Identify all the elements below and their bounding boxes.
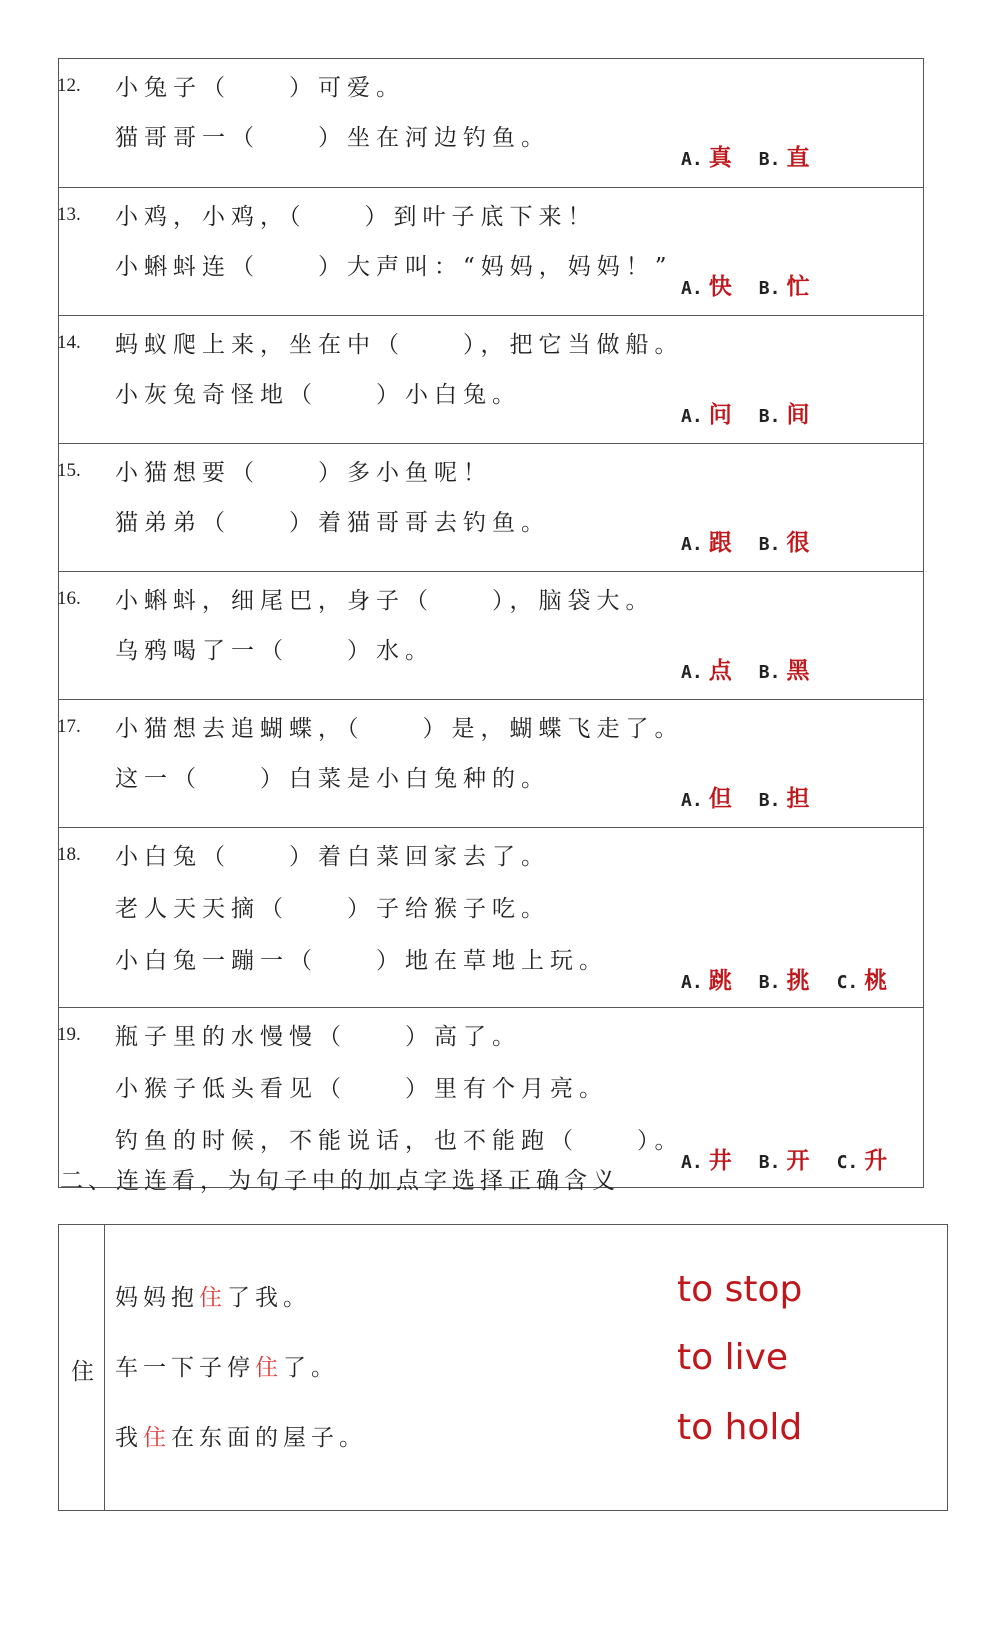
option: B. 直 bbox=[758, 144, 810, 171]
option: B. 忙 bbox=[758, 273, 810, 300]
sentence-line: 小鸡，小鸡，（ ）到叶子底下来！ bbox=[115, 204, 597, 230]
option: B. 担 bbox=[758, 785, 810, 812]
option: B. 间 bbox=[758, 401, 810, 428]
option: B. 开 bbox=[758, 1147, 810, 1174]
sentence-line: 小白兔一蹦一（ ）地在草地上玩。 bbox=[115, 948, 608, 974]
option: B. 挑 bbox=[758, 967, 810, 994]
option: A. 问 bbox=[681, 401, 732, 428]
highlighted-char: 住 bbox=[143, 1425, 171, 1451]
answer-options bbox=[681, 524, 831, 557]
highlighted-char: 住 bbox=[255, 1355, 283, 1381]
sentence-line: 这一（ ）白菜是小白兔种的。 bbox=[115, 766, 550, 792]
answer-options bbox=[681, 652, 831, 685]
sentence-line: 小蝌蚪连（ ）大声叫：“妈妈，妈妈！” bbox=[115, 254, 673, 280]
question-row bbox=[59, 571, 923, 699]
meaning-option[interactable]: to hold bbox=[677, 1407, 803, 1448]
sentence-line: 小猴子低头看见（ ）里有个月亮。 bbox=[115, 1076, 608, 1102]
answer-options bbox=[681, 780, 831, 813]
answer-options bbox=[681, 962, 909, 995]
option: A. 点 bbox=[681, 657, 732, 684]
answer-options bbox=[681, 268, 831, 301]
option: A. 快 bbox=[681, 273, 732, 300]
option: C. 桃 bbox=[836, 967, 888, 994]
sentence-line: 瓶子里的水慢慢（ ）高了。 bbox=[115, 1024, 521, 1050]
match-sentence[interactable]: 车一下子停住了。 bbox=[115, 1355, 339, 1381]
question-row bbox=[59, 699, 923, 827]
question-number: 18. bbox=[57, 844, 81, 865]
question-number: 19. bbox=[57, 1024, 81, 1045]
question-row bbox=[59, 443, 923, 571]
question-number: 14. bbox=[57, 332, 81, 353]
matching-table bbox=[58, 1224, 948, 1511]
option: C. 升 bbox=[836, 1147, 888, 1174]
question-number: 15. bbox=[57, 460, 81, 481]
option: A. 跳 bbox=[681, 967, 732, 994]
sentence-line: 蚂蚁爬上来，坐在中（ ），把它当做船。 bbox=[115, 332, 684, 358]
sentence-line: 小白兔（ ）着白菜回家去了。 bbox=[115, 844, 550, 870]
option: A. 井 bbox=[681, 1147, 732, 1174]
sentence-line: 小蝌蚪，细尾巴，身子（ ），脑袋大。 bbox=[115, 588, 655, 614]
highlighted-char: 住 bbox=[199, 1285, 227, 1311]
option: A. 跟 bbox=[681, 529, 732, 556]
option: A. 真 bbox=[681, 144, 732, 171]
option: B. 很 bbox=[758, 529, 810, 556]
sentence-line: 钓鱼的时候，不能说话，也不能跑（ ）。 bbox=[115, 1128, 684, 1154]
match-sentence[interactable]: 我住在东面的屋子。 bbox=[115, 1425, 367, 1451]
meaning-option[interactable]: to stop bbox=[677, 1269, 803, 1310]
question-row bbox=[59, 187, 923, 315]
answer-options bbox=[681, 1142, 909, 1175]
option: B. 黑 bbox=[758, 657, 810, 684]
key-char-cell bbox=[59, 1225, 105, 1510]
question-row bbox=[59, 1007, 923, 1187]
sentence-line: 小猫想要（ ）多小鱼呢！ bbox=[115, 460, 492, 486]
option: A. 但 bbox=[681, 785, 732, 812]
sentence-line: 猫弟弟（ ）着猫哥哥去钓鱼。 bbox=[115, 510, 550, 536]
key-char: 住 bbox=[71, 1359, 94, 1385]
sentence-line: 老人天天摘（ ）子给猴子吃。 bbox=[115, 896, 550, 922]
question-row bbox=[59, 827, 923, 1007]
sentence-line: 小兔子（ ）可爱。 bbox=[115, 75, 405, 101]
question-number: 13. bbox=[57, 204, 81, 225]
section-title: 二、连连看，为句子中的加点字选择正确含义 bbox=[60, 1168, 620, 1194]
answer-options bbox=[681, 139, 831, 172]
question-table bbox=[58, 58, 924, 1188]
sentence-line: 小灰兔奇怪地（ ）小白兔。 bbox=[115, 382, 521, 408]
sentence-line: 小猫想去追蝴蝶，（ ）是，蝴蝶飞走了。 bbox=[115, 716, 684, 742]
sentence-line: 猫哥哥一（ ）坐在河边钓鱼。 bbox=[115, 125, 550, 151]
question-row bbox=[59, 59, 923, 187]
question-number: 16. bbox=[57, 588, 81, 609]
sentence-line: 乌鸦喝了一（ ）水。 bbox=[115, 638, 434, 664]
meaning-option[interactable]: to live bbox=[677, 1337, 789, 1378]
question-row bbox=[59, 315, 923, 443]
answer-options bbox=[681, 396, 831, 429]
match-sentence[interactable]: 妈妈抱住了我。 bbox=[115, 1285, 311, 1311]
question-number: 12. bbox=[57, 75, 81, 96]
question-number: 17. bbox=[57, 716, 81, 737]
